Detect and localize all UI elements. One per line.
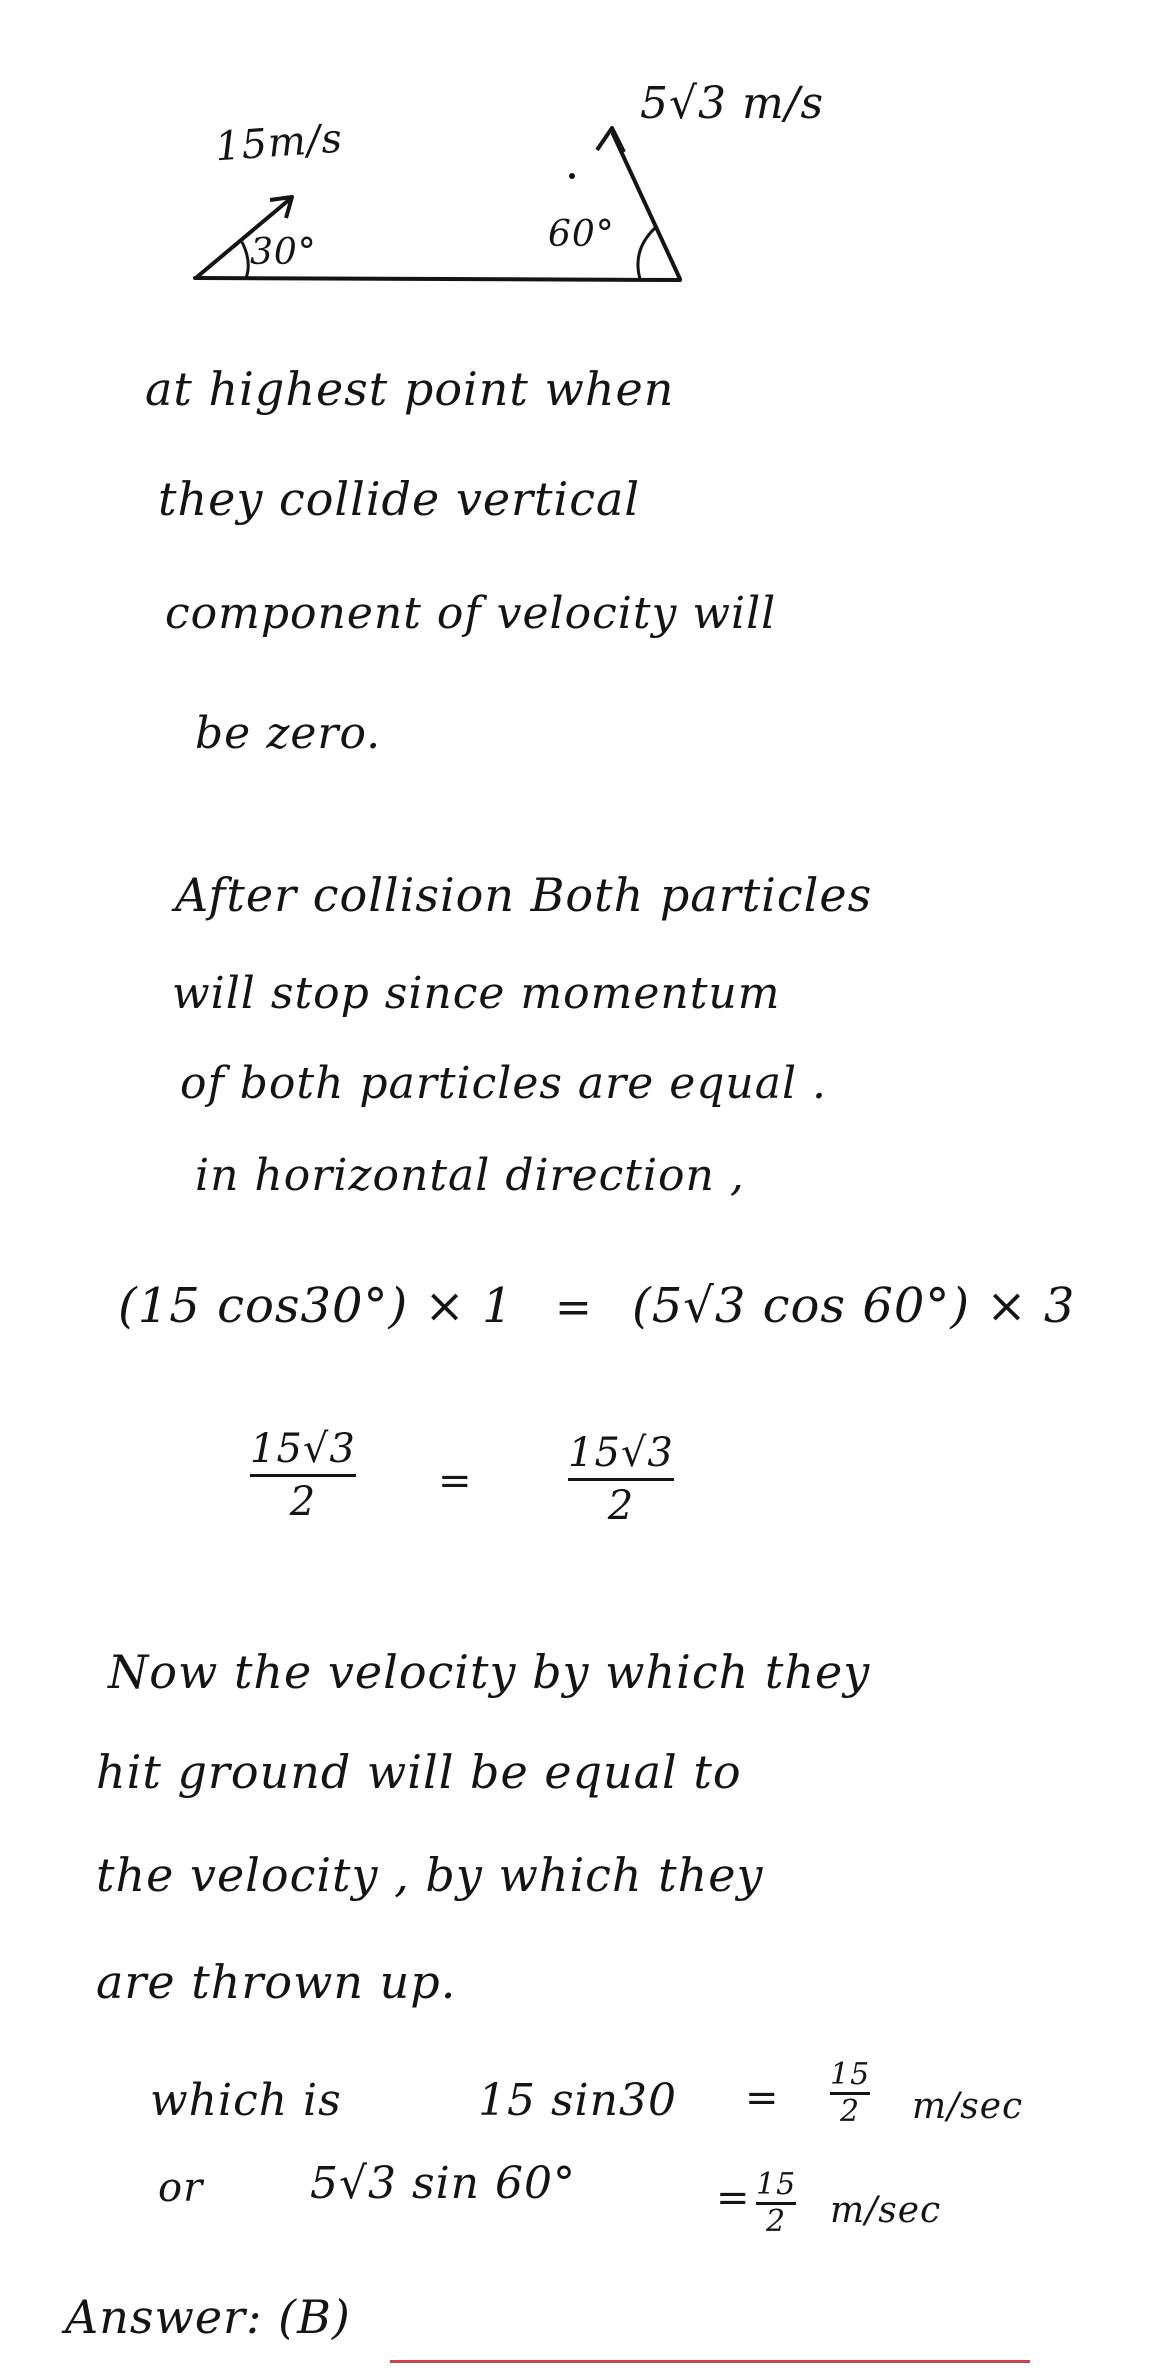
final-equals-2: = xyxy=(716,2175,751,2221)
paragraph-1-line-1: at highest point when xyxy=(145,362,675,416)
paragraph-3-line-2: hit ground will be equal to xyxy=(96,1745,742,1799)
final-expr-1: 15 sin30 xyxy=(478,2075,677,2126)
paragraph-3-line-1: Now the velocity by which they xyxy=(108,1645,871,1699)
paragraph-3-line-3: the velocity , by which they xyxy=(96,1848,764,1902)
final-fraction-1-numerator: 15 xyxy=(830,2057,871,2092)
final-fraction-2 xyxy=(756,2167,797,2239)
final-fraction-2-denominator: 2 xyxy=(766,2204,787,2239)
paragraph-2-line-4: in horizontal direction , xyxy=(195,1150,745,1201)
or-label: or xyxy=(158,2165,204,2211)
final-fraction-1-denominator: 2 xyxy=(840,2094,861,2129)
equation-equals: = xyxy=(555,1282,593,1333)
paragraph-1-line-4: be zero. xyxy=(195,708,382,759)
bottom-edge-line xyxy=(390,2360,1030,2363)
fraction-right-denominator: 2 xyxy=(607,1483,635,1529)
left-velocity-label: 15m/s xyxy=(213,115,345,171)
paragraph-3-line-4: are thrown up. xyxy=(96,1955,457,2009)
fraction-right xyxy=(568,1432,674,1527)
left-angle-label: 30° xyxy=(250,232,317,273)
paragraph-1-line-3: component of velocity will xyxy=(165,588,777,639)
fraction-left-denominator: 2 xyxy=(289,1479,317,1525)
which-is-label: which is xyxy=(150,2075,342,2126)
fraction-left-bar xyxy=(250,1474,356,1477)
right-velocity-arrow xyxy=(613,134,680,279)
final-fraction-1 xyxy=(830,2057,871,2129)
final-unit-2: m/sec xyxy=(830,2190,942,2231)
fraction-equals: = xyxy=(438,1458,473,1504)
fraction-right-numerator: 15√3 xyxy=(568,1430,674,1476)
equation-rhs: (5√3 cos 60°) × 3 xyxy=(632,1278,1076,1334)
projectile-diagram xyxy=(0,0,1176,300)
paragraph-2-line-3: of both particles are equal . xyxy=(180,1058,828,1109)
right-angle-label: 60° xyxy=(548,214,615,255)
right-angle-arc xyxy=(638,228,655,279)
diagram-dot xyxy=(569,173,575,179)
paragraph-2-line-2: will stop since momentum xyxy=(172,968,781,1019)
paragraph-2-line-1: After collision Both particles xyxy=(175,868,873,922)
final-unit-1: m/sec xyxy=(912,2086,1024,2127)
left-angle-arc xyxy=(242,242,248,278)
fraction-right-bar xyxy=(568,1478,674,1481)
answer-line: Answer: (B) xyxy=(65,2290,351,2344)
right-velocity-label: 5√3 m/s xyxy=(640,78,825,129)
ground-line xyxy=(195,278,680,280)
equation-lhs: (15 cos30°) × 1 xyxy=(118,1278,514,1334)
final-expr-2: 5√3 sin 60° xyxy=(310,2158,576,2209)
fraction-left-numerator: 15√3 xyxy=(250,1426,356,1472)
final-equals-1: = xyxy=(745,2075,780,2121)
fraction-left xyxy=(250,1428,356,1523)
paragraph-1-line-2: they collide vertical xyxy=(158,472,641,526)
final-fraction-2-numerator: 15 xyxy=(756,2167,797,2202)
